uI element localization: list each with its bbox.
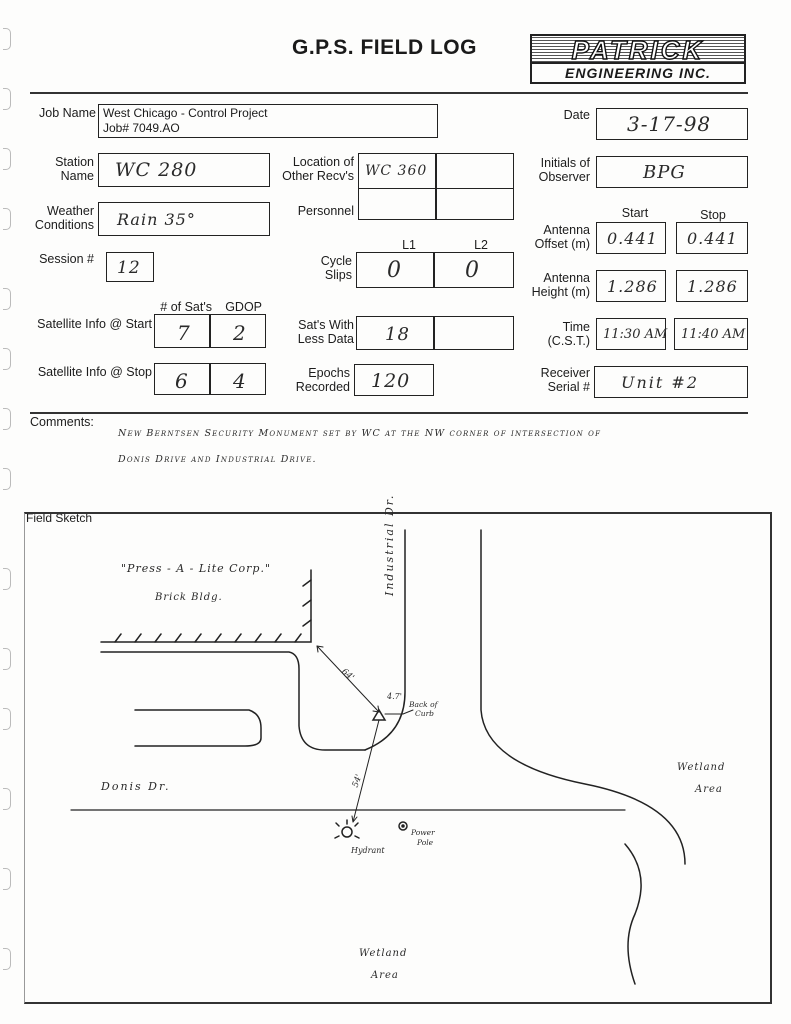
cycle-slips-l1-field[interactable] [356, 252, 434, 288]
sketch-dim-curb: 4.7' [387, 692, 402, 701]
station-name-label [30, 155, 94, 183]
binder-hole [3, 208, 11, 230]
start-header: Start [621, 206, 649, 220]
sketch-dim-building: 64' [339, 666, 356, 684]
sketch-label-wetland-bottom-2: Area [371, 970, 399, 981]
sat-info-start-label: Satellite Info @ Start [37, 317, 152, 331]
time-stop-field[interactable] [674, 318, 748, 350]
binder-hole [3, 148, 11, 170]
cycle-slips-label-line1: Cycle [320, 254, 352, 268]
sat-stop-gdop-value: 4 [233, 369, 247, 393]
job-name-label: Job Name [39, 106, 96, 120]
antenna-offset-label-line2: Offset (m) [534, 237, 590, 251]
time-stop-value: 11:40 AM [681, 327, 746, 342]
epochs-label-line1: Epochs [308, 366, 350, 380]
antenna-offset-label-line1: Antenna [543, 223, 590, 237]
epochs-label [288, 366, 350, 394]
personnel-field-2[interactable] [436, 188, 514, 220]
sats-less-label-line1: Sat's With [298, 318, 354, 332]
sats-less-data-label [288, 318, 354, 346]
initials-label-line1: Initials of [540, 156, 590, 170]
session-label: Session # [39, 252, 94, 266]
receiver-serial-label [520, 366, 590, 394]
epochs-value: 120 [371, 370, 411, 392]
antenna-offset-label [520, 223, 590, 251]
station-name-field[interactable] [98, 153, 270, 187]
cycle-slips-label-line2: Slips [324, 268, 352, 282]
sat-info-stop-label: Satellite Info @ Stop [37, 365, 152, 379]
page-title: G.P.S. FIELD LOG [292, 36, 477, 59]
sat-stop-count-value: 6 [175, 369, 189, 393]
time-start-field[interactable] [596, 318, 666, 350]
initials-field[interactable] [596, 156, 748, 188]
gdop-header: GDOP [225, 300, 262, 314]
session-value: 12 [117, 258, 141, 278]
weather-value: Rain 35° [117, 210, 196, 229]
industrial-east-curb [481, 530, 685, 864]
initials-value: BPG [643, 162, 686, 183]
antenna-offset-start-value: 0.441 [607, 229, 658, 248]
sketch-label-industrial-dr: Industrial Dr. [383, 493, 396, 596]
antenna-height-start-value: 1.286 [607, 277, 658, 296]
location-other-field-2[interactable] [436, 153, 514, 189]
location-other-field-1[interactable] [358, 153, 436, 189]
personnel-label: Personnel [297, 204, 354, 218]
comments-label: Comments: [30, 415, 94, 429]
job-name-line1: West Chicago - Control Project [103, 106, 268, 120]
date-value: 3-17-98 [627, 112, 712, 136]
sketch-label-wetland-right-1: Wetland [677, 762, 726, 773]
sat-start-count-field[interactable] [154, 314, 210, 348]
building-hatch-east [303, 580, 311, 626]
personnel-field-1[interactable] [358, 188, 436, 220]
binder-hole [3, 88, 11, 110]
building-outline [101, 570, 311, 642]
cycle-slips-l1-value: 0 [387, 258, 402, 283]
sats-less-data-field-1[interactable] [356, 316, 434, 350]
sats-less-label-line2: Less Data [297, 332, 354, 346]
receiver-label-line2: Serial # [547, 380, 590, 394]
form-divider [30, 412, 748, 414]
initials-label-line2: Observer [538, 170, 590, 184]
station-label-line1: Station [55, 155, 94, 169]
location-label-line1: Location of [292, 155, 354, 169]
cycle-slips-l2-value: 0 [465, 258, 480, 283]
sats-less-data-value: 18 [385, 324, 410, 345]
driveway-north-edge [101, 652, 365, 750]
binder-hole [3, 568, 11, 590]
binder-hole [3, 948, 11, 970]
binder-hole [3, 868, 11, 890]
job-name-line2: Job# 7049.AO [103, 121, 180, 135]
sketch-drawing [25, 514, 773, 1006]
donis-east-curve [625, 844, 641, 984]
sketch-label-power-pole-2: Pole [417, 838, 434, 847]
comments-line1: New Berntsen Security Monument set by WC at the NW corner of intersection of [118, 428, 602, 439]
measure-hydrant [350, 720, 379, 822]
sat-stop-count-field[interactable] [154, 363, 210, 395]
binder-hole [3, 28, 11, 50]
cycle-slips-l2-field[interactable] [434, 252, 514, 288]
time-label-line2: (C.S.T.) [547, 334, 590, 348]
date-label: Date [563, 108, 590, 122]
antenna-offset-start-field[interactable] [596, 222, 666, 254]
job-name-field[interactable] [98, 104, 438, 138]
sketch-label-back-of-curb-1: Back of [409, 700, 438, 709]
sketch-label-back-of-curb-2: Curb [415, 709, 434, 718]
building-hatch-south [115, 634, 301, 642]
location-label [270, 155, 354, 183]
location-label-line2: Other Recv's [282, 169, 354, 183]
l2-header: L2 [474, 238, 488, 252]
weather-label [30, 204, 94, 232]
comments-line2: Donis Drive and Industrial Drive. [118, 454, 317, 465]
sketch-label-wetland-bottom-1: Wetland [359, 948, 408, 959]
driveway-south-edge [135, 710, 261, 746]
logo-bottom-text: ENGINEERING INC. [530, 64, 746, 84]
session-field[interactable] [106, 252, 154, 282]
antenna-height-label [520, 271, 590, 299]
sketch-label-hydrant: Hydrant [351, 846, 385, 855]
sat-stop-gdop-field[interactable] [210, 363, 266, 395]
sketch-label-brick-bldg: Brick Bldg. [155, 592, 223, 603]
weather-label-line2: Conditions [34, 218, 94, 232]
station-name-value: WC 280 [115, 159, 198, 181]
antenna-height-stop-field[interactable] [676, 270, 748, 302]
binder-hole [3, 468, 11, 490]
company-logo [530, 34, 746, 84]
antenna-height-start-field[interactable] [596, 270, 666, 302]
sketch-label-press-a-lite: "Press - A - Lite Corp." [121, 562, 272, 575]
station-label-line2: Name [60, 169, 94, 183]
cycle-slips-label [290, 254, 352, 282]
binder-hole [3, 288, 11, 310]
binder-hole [3, 408, 11, 430]
epochs-label-line2: Recorded [295, 380, 350, 394]
weather-field[interactable] [98, 202, 270, 236]
binder-hole [3, 788, 11, 810]
logo-top-text: PATRICK [530, 34, 746, 64]
sketch-label-power-pole-1: Power [411, 828, 435, 837]
time-start-value: 11:30 AM [603, 327, 668, 342]
field-sketch-frame [24, 493, 772, 1004]
sketch-dim-hydrant: 54' [350, 773, 365, 789]
weather-label-line1: Weather [46, 204, 94, 218]
receiver-serial-field[interactable] [594, 366, 748, 398]
antenna-offset-stop-field[interactable] [676, 222, 748, 254]
l1-header: L1 [402, 238, 416, 252]
num-sats-header: # of Sat's [160, 300, 212, 314]
antenna-height-label-line1: Antenna [543, 271, 590, 285]
location-other-value: WC 360 [365, 163, 428, 179]
binder-hole [3, 648, 11, 670]
sat-start-gdop-field[interactable] [210, 314, 266, 348]
sketch-label-donis-dr: Donis Dr. [101, 780, 171, 793]
header-divider [30, 92, 748, 94]
binder-hole [3, 348, 11, 370]
time-label [520, 320, 590, 348]
sat-start-gdop-value: 2 [233, 321, 247, 345]
hydrant-symbol [342, 827, 352, 837]
field-sketch-label: Field Sketch [26, 511, 93, 525]
sat-start-count-value: 7 [177, 321, 191, 345]
date-field[interactable] [596, 108, 748, 140]
epochs-field[interactable] [354, 364, 434, 396]
receiver-serial-value: Unit #2 [621, 373, 700, 392]
antenna-offset-stop-value: 0.441 [687, 229, 738, 248]
initials-label [520, 156, 590, 184]
antenna-height-stop-value: 1.286 [687, 277, 738, 296]
time-label-line1: Time [562, 320, 590, 334]
stop-header: Stop [700, 208, 726, 222]
sketch-label-wetland-right-2: Area [695, 784, 723, 795]
receiver-label-line1: Receiver [540, 366, 590, 380]
binder-hole [3, 708, 11, 730]
antenna-height-label-line2: Height (m) [531, 285, 590, 299]
sats-less-data-field-2[interactable] [434, 316, 514, 350]
